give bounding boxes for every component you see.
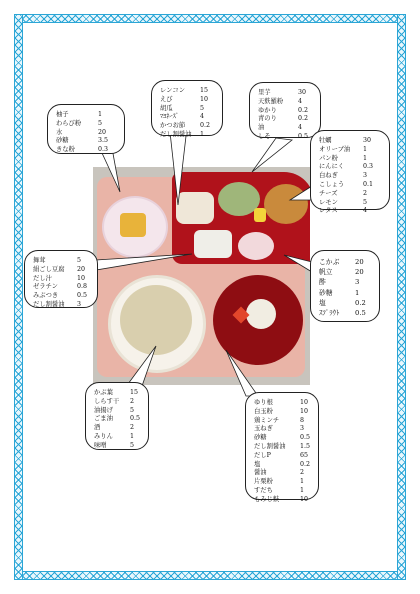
ingredient-name: レモン xyxy=(319,198,338,206)
ingredient-amount: 4 xyxy=(200,113,205,121)
ingredient-amount: 0.8 xyxy=(77,283,88,291)
ingredient-name: わらび粉 xyxy=(56,119,82,127)
ingredient-row xyxy=(319,257,371,267)
ingredient-row xyxy=(258,124,312,133)
ingredient-name: レンコン xyxy=(160,87,186,94)
ingredient-name: チーズ xyxy=(319,189,338,197)
ingredient-amount: 10 xyxy=(300,399,309,406)
ingredient-name: 牡蠣 xyxy=(319,137,332,144)
ingredient-name: 舞茸 xyxy=(33,257,46,264)
ingredient-name: えび xyxy=(160,95,173,103)
ingredient-amount: 3 xyxy=(77,300,82,308)
pointer-kokabu xyxy=(284,255,312,272)
ingredient-amount: 0.2 xyxy=(300,460,311,468)
ingredient-amount: 5 xyxy=(130,406,135,414)
ingredient-name: ｽﾌﾟﾗｳﾄ xyxy=(319,309,340,318)
ingredient-name: オリーブ油 xyxy=(319,145,351,153)
ingredient-row xyxy=(319,207,381,216)
ingredient-row xyxy=(254,452,310,461)
ingredient-name: だし割醤油 xyxy=(254,442,286,450)
ingredient-amount: 2 xyxy=(300,469,305,477)
ingredient-row xyxy=(56,120,116,129)
pointer-yurine xyxy=(226,350,258,396)
ingredient-row xyxy=(319,146,381,155)
ingredient-row xyxy=(94,433,140,442)
ingredient-amount: 2 xyxy=(130,424,135,432)
ingredient-row xyxy=(33,292,89,301)
callout-oyster xyxy=(310,130,390,215)
ingredient-row xyxy=(56,111,116,120)
ingredient-row xyxy=(254,434,310,443)
ingredient-name: だし割醤油 xyxy=(160,130,192,138)
ingredient-amount: 0.2 xyxy=(200,122,211,130)
ingredient-row xyxy=(319,277,371,287)
ingredient-amount: 5 xyxy=(77,257,82,264)
ingredient-amount: 3 xyxy=(355,278,360,287)
ingredient-amount: 10 xyxy=(200,95,209,103)
ingredient-amount: 0.2 xyxy=(298,115,309,123)
ingredient-amount: 1 xyxy=(98,111,103,118)
ingredient-name: もみじ麩 xyxy=(254,495,280,503)
ingredient-row xyxy=(319,137,381,146)
ingredient-amount: 0.5 xyxy=(298,132,309,140)
ingredient-amount: 65 xyxy=(300,451,309,459)
ingredient-amount: 1 xyxy=(300,486,305,494)
ingredient-amount: 8 xyxy=(300,416,305,424)
ingredient-amount: 1.5 xyxy=(300,442,311,450)
ingredient-row xyxy=(160,87,214,96)
ingredient-name: 醤油 xyxy=(254,469,267,477)
ingredient-row xyxy=(254,443,310,452)
ingredient-name: 油 xyxy=(258,124,265,132)
ingredient-amount: 1 xyxy=(200,130,205,138)
ingredient-row xyxy=(254,399,310,408)
ingredient-name: こしょう xyxy=(319,180,345,188)
ingredient-amount: 1 xyxy=(300,478,305,486)
ingredient-amount: 0.5 xyxy=(77,292,88,300)
ingredient-amount: 4 xyxy=(298,97,303,105)
ingredient-row xyxy=(319,181,381,190)
ingredient-name: 砂糖 xyxy=(319,288,333,297)
ingredient-name: ごま油 xyxy=(94,415,113,423)
ingredient-row xyxy=(94,442,140,451)
ingredient-amount: 1 xyxy=(355,288,360,297)
ingredient-name: しそ xyxy=(258,132,271,140)
ingredient-row xyxy=(33,257,89,266)
ingredient-amount: 10 xyxy=(300,407,309,415)
ingredient-amount: 10 xyxy=(300,495,309,503)
ingredient-amount: 15 xyxy=(200,87,209,94)
ingredient-name: ゆかり xyxy=(258,106,277,114)
ingredient-amount: 3 xyxy=(300,425,305,433)
ingredient-row xyxy=(319,298,371,308)
ingredient-amount: 0.2 xyxy=(298,106,309,114)
callout-lotus-salad xyxy=(151,80,223,136)
ingredient-amount: 2 xyxy=(363,189,368,197)
ingredient-name: 絹ごし豆腐 xyxy=(33,265,65,273)
ingredient-row xyxy=(160,122,214,131)
ingredient-row xyxy=(319,288,371,298)
ingredient-amount: 5 xyxy=(98,119,103,127)
ingredient-amount: 10 xyxy=(77,274,86,282)
ingredient-row xyxy=(160,96,214,105)
ingredient-name: 片栗粉 xyxy=(254,478,273,486)
pointer-satoimo xyxy=(252,138,292,172)
ingredient-amount: 3.5 xyxy=(98,137,109,145)
ingredient-amount: 0.5 xyxy=(355,309,366,318)
callout-kokabu-scallop xyxy=(310,250,380,322)
ingredient-row xyxy=(254,487,310,496)
ingredient-amount: 0.5 xyxy=(300,434,311,442)
ingredient-row xyxy=(94,415,140,424)
ingredient-row xyxy=(319,163,381,172)
ingredient-row xyxy=(94,398,140,407)
ingredient-name: 塩 xyxy=(319,298,326,307)
ingredient-amount: 0.3 xyxy=(363,163,374,171)
ingredient-amount: 20 xyxy=(355,258,364,266)
ingredient-name: 帆立 xyxy=(319,268,333,277)
ingredient-name: 砂糖 xyxy=(56,137,69,145)
ingredient-name: 天麩羅粉 xyxy=(258,97,284,105)
ingredient-name: 胡瓜 xyxy=(160,104,173,112)
ingredient-row xyxy=(56,146,116,155)
ingredient-amount: 5 xyxy=(130,441,135,449)
ingredient-amount: 20 xyxy=(98,128,107,136)
ingredient-name: だしP xyxy=(254,451,271,459)
ingredient-name: ﾏﾖﾈｰｽﾞ xyxy=(160,113,179,121)
ingredient-amount: 0.2 xyxy=(355,298,366,307)
ingredient-amount: 0.5 xyxy=(130,415,141,423)
ingredient-name: 酒 xyxy=(94,424,101,432)
ingredient-name: 塩 xyxy=(254,460,261,468)
ingredient-name: 白玉粉 xyxy=(254,407,273,415)
ingredient-name: 味噌 xyxy=(94,441,107,449)
ingredient-amount: 15 xyxy=(130,389,139,396)
ingredient-row xyxy=(160,131,214,140)
ingredient-name: かつお節 xyxy=(160,122,186,130)
ingredient-amount: 0.1 xyxy=(363,180,374,188)
ingredient-name: レタス xyxy=(319,207,338,215)
ingredient-name: すだち xyxy=(254,486,273,494)
ingredient-amount: 2 xyxy=(130,397,135,405)
ingredient-name: パン粉 xyxy=(319,154,338,162)
ingredient-name: みりん xyxy=(94,432,113,440)
ingredient-row xyxy=(33,301,89,310)
callout-satoimo xyxy=(249,82,321,138)
ingredient-amount: 1 xyxy=(363,145,368,153)
ingredient-name: だし割醤油 xyxy=(33,300,65,308)
ingredient-row xyxy=(94,424,140,433)
ingredient-name: 里芋 xyxy=(258,89,271,96)
ingredient-row xyxy=(319,190,381,199)
ingredient-amount: 4 xyxy=(363,207,368,215)
ingredient-row xyxy=(33,266,89,275)
ingredient-name: 白ねぎ xyxy=(319,172,338,180)
ingredient-name: ゼラチン xyxy=(33,283,58,291)
ingredient-name: しらす干 xyxy=(94,397,120,405)
ingredient-name: 砂糖 xyxy=(254,434,267,442)
ingredient-name: だし汁 xyxy=(33,274,52,282)
callout-yurine-soup xyxy=(245,392,319,503)
ingredient-row xyxy=(258,89,312,98)
ingredient-name: みぶつき xyxy=(33,292,59,300)
ingredient-amount: 4 xyxy=(298,124,303,132)
ingredient-row xyxy=(319,267,371,277)
ingredient-amount: 20 xyxy=(77,265,86,273)
ingredient-row xyxy=(254,496,310,505)
ingredient-row xyxy=(94,389,140,398)
ingredient-name: にんにく xyxy=(319,163,345,171)
ingredient-amount: 1 xyxy=(363,154,368,162)
ingredient-amount: 0.3 xyxy=(98,146,109,154)
ingredient-row xyxy=(56,137,116,146)
ingredient-row xyxy=(160,113,214,122)
callout-maitake-tofu xyxy=(24,250,98,308)
ingredient-row xyxy=(319,172,381,181)
ingredient-name: 水 xyxy=(56,128,63,136)
ingredient-amount: 1 xyxy=(130,432,135,440)
ingredient-name: 玉ねぎ xyxy=(254,425,273,433)
ingredient-row xyxy=(258,115,312,124)
ingredient-name: 酢 xyxy=(319,278,326,287)
ingredient-name: 油揚げ xyxy=(94,406,113,414)
ingredient-amount: 3 xyxy=(363,172,368,180)
ingredient-amount: 5 xyxy=(363,198,368,206)
ingredient-name: きな粉 xyxy=(56,146,75,154)
ingredient-amount: 20 xyxy=(355,268,364,277)
ingredient-row xyxy=(258,98,312,107)
ingredient-name: こかぶ xyxy=(319,258,340,266)
pointer-lotus xyxy=(170,132,186,205)
ingredient-row xyxy=(254,478,310,487)
ingredient-row xyxy=(254,425,310,434)
callout-kabuna-rice xyxy=(85,382,149,450)
ingredient-amount: 5 xyxy=(200,104,205,112)
ingredient-name: ゆり根 xyxy=(254,399,273,406)
ingredient-name: かぶ葉 xyxy=(94,389,113,396)
pointer-maitake xyxy=(96,254,192,270)
ingredient-row xyxy=(33,283,89,292)
ingredient-row xyxy=(319,308,371,318)
ingredient-name: 柚子 xyxy=(56,111,69,118)
ingredient-row xyxy=(254,469,310,478)
pointer-kabuna xyxy=(128,346,156,386)
ingredient-amount: 30 xyxy=(298,89,307,96)
callout-yuzu-warabi xyxy=(47,104,125,154)
ingredient-name: 青のり xyxy=(258,115,277,123)
ingredient-name: 鶏ミンチ xyxy=(254,416,280,424)
ingredient-row xyxy=(254,408,310,417)
ingredient-amount: 30 xyxy=(363,137,372,144)
ingredient-row xyxy=(258,133,312,142)
